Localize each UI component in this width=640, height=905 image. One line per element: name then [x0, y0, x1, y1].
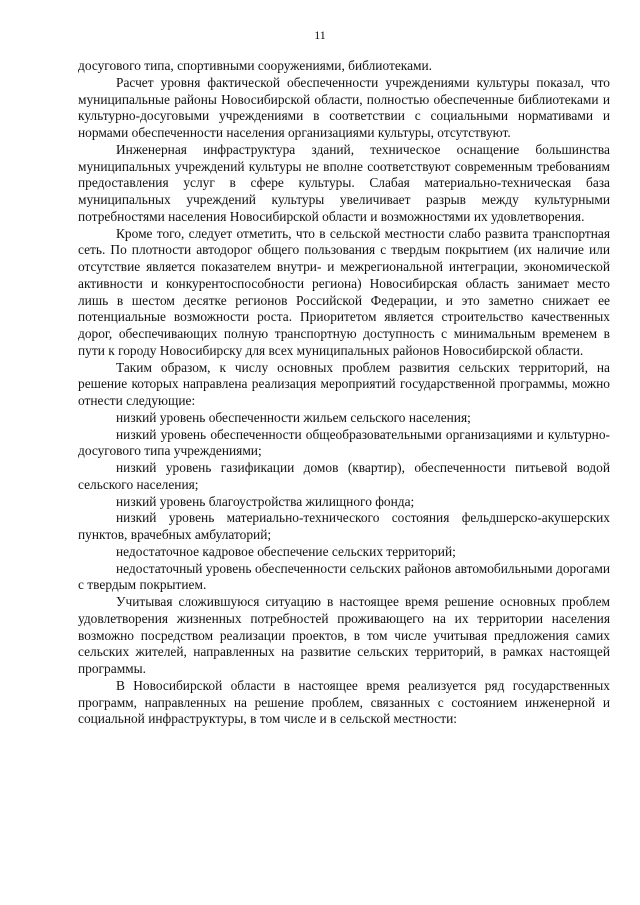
body-text — [78, 58, 610, 728]
problem-item-housing-improvement: низкий уровень благоустройства жилищного фонда; — [116, 493, 415, 509]
paragraph-main-problems: Таким образом, к числу основных проблем развития сельских территорий, на решение которых направлена реализация мероприятий государственной программы, можно отнести следующие: — [78, 359, 610, 408]
paragraph-transport-network: Кроме того, следует отметить, что в сельской местности слабо развита транспортная сеть. По плотности автодорог общего пользования с твердым покрытием (их наличие или отсутствие является показателем внутри- и межрегиональной интеграции, экономической активности и конкурентоспособности региона) Новосибирская область занимает место лишь в шестом десятке регионов Российской Федерации, и это заметно снижает ее потенциальные возможности роста. Приоритетом является строительство качественных дорог, обеспечивающих полную транспортную доступность с минимальным временем в пути к городу Новосибирску для всех муниципальных районов Новосибирской области. — [78, 225, 610, 358]
problem-item-medical-facilities: низкий уровень материально-технического состояния фельдшерско-акушерских пунктов, врачебных амбулаторий; — [78, 510, 610, 542]
problem-item-education: низкий уровень обеспеченности общеобразовательными организациями и культурно-досугового типа учреждениями; — [78, 426, 610, 459]
paragraph-engineering-infrastructure: Инженерная инфраструктура зданий, техническое оснащение большинства муниципальных учреждений культуры не вполне соответствуют современным требованиям предоставления услуг в сфере культуры. Слабая материально-техническая база муниципальных учреждений культуры увеличивает разрыв между культурными потребностями населения Новосибирской области и возможностями их удовлетворения. — [78, 141, 610, 224]
problem-item-staffing: недостаточное кадровое обеспечение сельских территорий; — [116, 543, 456, 559]
problem-item-gasification: низкий уровень газификации домов (квартир), обеспеченности питьевой водой сельского населения; — [78, 460, 610, 492]
paragraph-culture-provision: Расчет уровня фактической обеспеченности учреждениями культуры показал, что муниципальные районы Новосибирской области, полностью обеспеченные библиотеками и культурно-досуговыми учреждениями в соответствии с социальными нормативами и нормами обеспеченности населения организациями культуры, отсутствуют. — [78, 74, 610, 140]
problem-item-housing: низкий уровень обеспеченности жильем сельского населения; — [116, 409, 471, 425]
page-number: 11 — [314, 28, 326, 42]
paragraph-solution: Учитывая сложившуюся ситуацию в настоящее время решение основных проблем удовлетворения жизненных потребностей проживающего на их территории населения возможно посредством реализации проектов, в том числе учитывая предложения самих сельских жителей, направленных на развитие сельских территорий, в рамках настоящей программы. — [78, 594, 610, 676]
problem-item-roads: недостаточный уровень обеспеченности сельских районов автомобильными дорогами с твердым покрытием. — [78, 560, 610, 593]
paragraph-continuation: досугового типа, спортивными сооружениями, библиотеками. — [78, 58, 432, 73]
paragraph-state-programs: В Новосибирской области в настоящее время реализуется ряд государственных программ, направленных на решение проблем, связанных с состоянием инженерной и социальной инфраструктуры, в том числе и в сельской местности: — [78, 677, 610, 727]
